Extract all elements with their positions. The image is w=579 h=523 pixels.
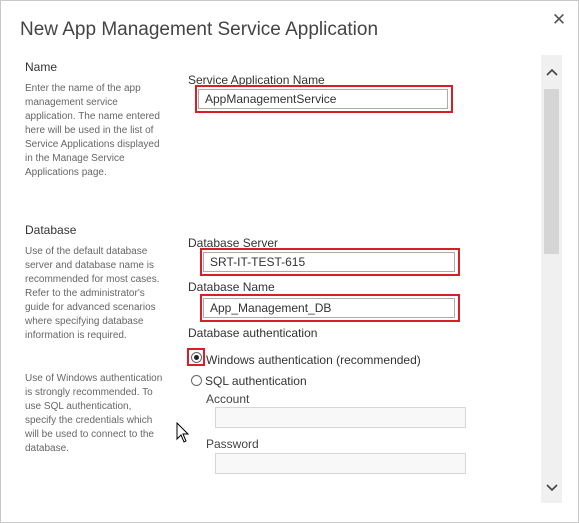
dialog-title: New App Management Service Application [20, 19, 379, 40]
close-icon[interactable]: ✕ [551, 10, 567, 29]
chevron-up-icon[interactable] [541, 61, 562, 83]
name-section-heading: Name [25, 60, 58, 74]
mouse-pointer-icon [176, 422, 192, 444]
database-section-heading: Database [25, 223, 77, 237]
database-name-input[interactable]: App_Management_DB [203, 298, 455, 318]
chevron-down-icon[interactable] [541, 477, 562, 499]
radio-selected-dot [194, 355, 199, 360]
database-server-input[interactable]: SRT-IT-TEST-615 [203, 252, 455, 272]
database-authentication-label: Database authentication [188, 326, 318, 340]
scrollbar-thumb[interactable] [544, 89, 559, 254]
password-label: Password [206, 437, 259, 451]
sql-auth-radio[interactable] [191, 375, 202, 386]
windows-auth-radio[interactable] [191, 352, 202, 363]
sql-auth-label[interactable]: SQL authentication [205, 374, 307, 388]
service-application-name-label: Service Application Name [188, 73, 325, 87]
database-name-label: Database Name [188, 280, 275, 294]
name-section-description: Enter the name of the app management service application. The name entered here will be used in the list of Service Applications displayed in the Manage Service Applications page. [25, 83, 160, 178]
database-server-label: Database Server [188, 236, 279, 250]
account-input[interactable] [215, 407, 466, 428]
password-input[interactable] [215, 453, 466, 474]
vertical-scrollbar[interactable] [541, 55, 562, 503]
account-label: Account [206, 392, 250, 406]
database-description-default: Use of the default database server and database name is recommended for most cases. Refer to the administrator's guide for advanced scenarios where specifying database information is required. [25, 246, 160, 341]
service-application-name-input[interactable]: AppManagementService [198, 89, 448, 109]
windows-auth-label[interactable]: Windows authentication (recommended) [206, 353, 421, 367]
database-description-auth: Use of Windows authentication is strongly recommended. To use SQL authentication, specify the credentials which will be used to connect to the database. [25, 373, 163, 454]
